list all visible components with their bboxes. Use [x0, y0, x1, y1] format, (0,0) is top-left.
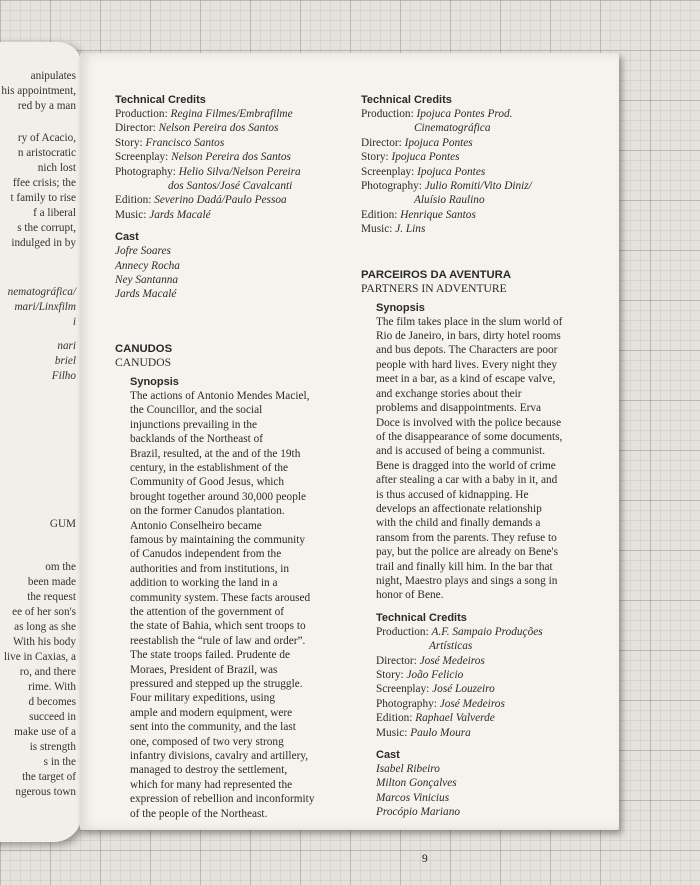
left-page-text-fragment: is strength: [29, 741, 76, 753]
synopsis-line: sent into the community, and the last: [130, 721, 296, 734]
credit-label: Photography:: [115, 165, 179, 178]
left-page-text-fragment: GUM: [49, 518, 76, 530]
technical-credits-heading: Technical Credits: [115, 94, 206, 106]
credit-label: Screenplay:: [115, 151, 172, 164]
left-page-text-fragment: rime. With: [28, 681, 76, 693]
left-page-text-fragment: Filho: [51, 370, 76, 382]
synopsis-line: which for many had represented the: [130, 778, 293, 791]
left-page-text-fragment: f a liberal: [33, 207, 76, 219]
credit-value: José Medeiros: [439, 697, 505, 710]
left-page-text-fragment: ro, and there: [19, 666, 76, 678]
cast-member: Annecy Rocha: [115, 259, 180, 272]
left-page-text-fragment: nich lost: [37, 162, 76, 174]
cast-member: Ney Santanna: [115, 274, 179, 287]
credits-list: [115, 107, 340, 222]
synopsis-line: pay, but the police are already on Bene's: [376, 546, 558, 559]
synopsis-line: The state troops failed. Prudente de: [130, 649, 290, 662]
credit-value: Nelson Pereira dos Santos: [158, 122, 279, 135]
synopsis-line: develops an affectionate relationship: [376, 502, 542, 515]
synopsis-line: people with hard lives. Every night they: [376, 358, 558, 371]
synopsis-line: brought together around 30,000 people: [130, 490, 307, 503]
synopsis-line: after stealing a car with a baby in it, and: [376, 474, 558, 487]
credit-value: Helio Silva/Nelson Pereira: [178, 165, 301, 178]
cast-heading: Cast: [115, 231, 139, 244]
credit-value: Paulo Moura: [410, 726, 471, 739]
credit-line: [361, 107, 606, 121]
synopsis-line: managed to destroy the settlement,: [130, 764, 288, 777]
synopsis-line: authorities and from institutions, in: [130, 562, 290, 575]
main-page: [80, 53, 619, 865]
synopsis-line: honor of Bene.: [376, 589, 444, 602]
synopsis-line: of the disappearance of some documents,: [376, 430, 563, 443]
synopsis-line: famous by maintaining the community: [130, 533, 306, 546]
cast-member: Marcos Vinicius: [376, 791, 450, 804]
synopsis-line: night, Maestro plays and sings a song in: [376, 574, 558, 587]
synopsis-line: Bene is dragged into the world of crime: [376, 459, 556, 472]
left-page-text-fragment: i: [72, 316, 76, 328]
cast-member: Jofre Soares: [115, 245, 171, 258]
credit-line: [115, 193, 340, 207]
synopsis-line: backlands of the Northeast of: [130, 433, 264, 446]
film-title: CANUDOS: [115, 342, 173, 355]
left-page-text-fragment: nematográfica/: [7, 286, 76, 298]
credit-value: Francisco Santos: [145, 136, 225, 149]
credit-label: Production:: [115, 108, 171, 120]
credit-label: Music:: [361, 223, 396, 236]
synopsis-line: the Councillor, and the social: [130, 404, 263, 417]
left-page: [0, 42, 82, 842]
left-page-text-fragment: ngerous town: [15, 786, 76, 798]
synopsis-line: trail and finally kill him. In the bar that: [376, 560, 553, 573]
credit-value: Regina Filmes/Embrafilme: [170, 108, 293, 120]
credit-line: [115, 136, 340, 150]
left-page-text-fragment: succeed in: [29, 711, 76, 723]
cast-member: Isabel Ribeiro: [376, 763, 440, 776]
credit-label: Screenplay:: [376, 683, 433, 696]
synopsis-line: reestablish the “rule of law and order”.: [130, 634, 306, 647]
left-page-text-fragment: make use of a: [14, 726, 76, 738]
cast-member: Jards Macalé: [115, 288, 177, 301]
left-page-text-fragment: anipulates: [30, 70, 76, 82]
synopsis-line: problems and disappointments. Erva: [376, 402, 542, 415]
left-page-text-fragment: been made: [27, 576, 76, 588]
credit-value-continued: Aluísio Raulino: [414, 194, 485, 207]
credit-label: Edition:: [376, 712, 416, 725]
synopsis-line: community system. These facts aroused: [130, 591, 311, 604]
credit-line: [376, 668, 606, 682]
credit-value: Jards Macalé: [149, 208, 211, 221]
credit-value: A.F. Sampaio Produções: [431, 625, 543, 638]
credit-line: [376, 726, 606, 740]
credit-label: Edition:: [115, 194, 155, 207]
synopsis-line: of the people of the Northeast.: [130, 807, 268, 820]
credit-value: José Medeiros: [419, 654, 485, 667]
credit-label: Director:: [376, 654, 420, 667]
technical-credits-heading: Technical Credits: [376, 611, 467, 624]
credit-label: Director:: [115, 122, 159, 135]
cast-list: [376, 762, 606, 820]
credit-value: Raphael Valverde: [415, 712, 495, 725]
synopsis-line: ample and modern equipment, were: [130, 706, 293, 719]
credit-value: José Louzeiro: [432, 683, 495, 696]
credit-line: [115, 165, 340, 179]
credit-line: [115, 208, 340, 222]
synopsis-line: addition to working the land in a: [130, 577, 278, 590]
left-page-text-fragment: With his body: [13, 636, 76, 648]
synopsis-line: on the former Canudos plantation.: [130, 505, 285, 518]
credit-value-continued: Cinematográfica: [414, 122, 491, 135]
synopsis-line: and exchange stories about their: [376, 387, 522, 400]
credit-value-continued: Artísticas: [429, 640, 473, 653]
synopsis-line: is thus accused of kidnapping. He: [376, 488, 529, 501]
left-page-text-fragment: as long as she: [14, 621, 76, 633]
cast-member: Milton Gonçalves: [376, 777, 457, 790]
synopsis-line: with the child and finally demands a: [376, 517, 541, 530]
credit-value: Henrique Santos: [400, 208, 476, 221]
left-page-text-fragment: briel: [54, 355, 76, 367]
left-page-text-fragment: ry of Acacio,: [17, 132, 76, 144]
synopsis-line: Doce is involved with the police because: [376, 416, 562, 429]
credit-label: Story:: [376, 669, 407, 681]
credit-value: J. Lins: [395, 223, 426, 236]
film-subtitle: PARTNERS IN ADVENTURE: [361, 281, 507, 295]
left-page-text-fragment: mari/Linxfilm: [14, 301, 76, 313]
synopsis-line: century, in the establishment of the: [130, 461, 289, 474]
credit-label: Photography:: [376, 697, 440, 710]
synopsis-line: Community of Good Jesus, which: [130, 476, 285, 489]
synopsis-line: The film takes place in the slum world of: [376, 315, 563, 328]
left-page-text-fragment: s the corrupt,: [17, 222, 76, 234]
credit-line: [376, 711, 606, 725]
credit-value: João Felicio: [406, 669, 464, 681]
left-page-text-fragment: ffee crisis; the: [12, 177, 76, 189]
cast-list: [115, 244, 340, 302]
technical-credits-heading: Technical Credits: [361, 94, 452, 106]
synopsis-line: one, composed of two very strong: [130, 735, 284, 748]
credit-line: [376, 697, 606, 711]
synopsis-line: injunctions prevailing in the: [130, 418, 258, 431]
synopsis-block: [130, 375, 340, 821]
left-page-text-fragment: om the: [45, 561, 76, 573]
left-page-text-fragment: the request: [27, 591, 76, 603]
left-page-text-fragment: s in the: [43, 756, 76, 768]
credits-list: [361, 107, 606, 237]
synopsis-line: meet in a bar, as a kind of escape valve,: [376, 373, 556, 386]
synopsis-heading: Synopsis: [376, 301, 425, 314]
credit-label: Story:: [361, 151, 392, 164]
credit-line: [115, 150, 340, 164]
left-page-text-fragment: nari: [57, 340, 76, 352]
credit-line: [361, 150, 606, 164]
credit-label: Photography:: [361, 180, 425, 193]
credits-list: [376, 625, 606, 740]
credit-line: [376, 682, 606, 696]
credit-value: Nelson Pereira dos Santos: [171, 151, 291, 164]
left-page-text-fragment: his appointment,: [1, 85, 76, 97]
left-page-text-fragment: t family to rise: [10, 192, 76, 204]
credit-label: Story:: [115, 136, 146, 149]
left-page-text-fragment: ee of her son's: [12, 606, 76, 618]
cast-member: Procópio Mariano: [376, 806, 460, 819]
synopsis-line: and bus depots. The Characters are poor: [376, 344, 558, 357]
left-page-text-fragment: live in Caxias, a: [3, 651, 76, 663]
film-title: PARCEIROS DA AVENTURA: [361, 268, 512, 281]
credit-line: [115, 121, 340, 135]
credit-line: [361, 222, 606, 236]
left-page-text-fragment: red by a man: [17, 100, 76, 112]
credit-label: Screenplay:: [361, 165, 418, 178]
credit-line: [361, 208, 606, 222]
credit-value-continued: dos Santos/José Cavalcanti: [168, 180, 293, 193]
column-left: [115, 93, 340, 821]
synopsis-line: The actions of Antonio Mendes Maciel,: [130, 389, 310, 402]
synopsis-line: the attention of the government of: [130, 605, 285, 618]
credit-line: [115, 107, 340, 121]
film-subtitle: CANUDOS: [115, 355, 172, 369]
credit-value: Julio Romiti/Vito Diniz/: [424, 180, 532, 193]
credit-line: [361, 136, 606, 150]
synopsis-line: ransom from the parents. They refuse to: [376, 531, 557, 544]
credit-line: [361, 179, 606, 193]
credit-label: Director:: [361, 136, 405, 149]
synopsis-line: infantry divisions, cavalry and artillery,: [130, 750, 309, 763]
credit-label: Production:: [376, 625, 432, 638]
synopsis-line: Antonio Conselheiro became: [130, 519, 262, 532]
synopsis-line: Rio de Janeiro, in bars, dirty hotel rooms: [376, 330, 561, 343]
page-number: 9: [422, 853, 428, 865]
credit-line: [361, 165, 606, 179]
synopsis-line: expression of rebellion and inconformity: [130, 793, 315, 806]
synopsis-line: Four military expeditions, using: [130, 692, 275, 705]
synopsis-line: and is accused of being a communist.: [376, 445, 546, 458]
credit-label: Music:: [376, 726, 411, 739]
synopsis-line: the state of Bahia, which sent troops to: [130, 620, 306, 633]
synopsis-line: Brazil, resulted, at the and of the 19th: [130, 447, 301, 460]
left-page-text-fragment: indulged in by: [11, 237, 76, 249]
synopsis-text: [376, 315, 606, 603]
synopsis-heading: Synopsis: [130, 375, 179, 388]
credit-value: Severino Dadá/Paulo Pessoa: [154, 194, 287, 207]
left-page-text-fragment: the target of: [22, 771, 76, 783]
credit-line: [376, 654, 606, 668]
credit-label: Edition:: [361, 208, 401, 221]
credit-label: Music:: [115, 208, 150, 221]
credit-value: Ipojuca Pontes Prod.: [416, 108, 513, 120]
synopsis-text: [130, 389, 340, 821]
synopsis-line: Moraes, President of Brazil, was: [130, 663, 278, 676]
credit-value: Ipojuca Pontes: [391, 151, 460, 164]
synopsis-block: [376, 301, 606, 820]
credit-value: Ipojuca Pontes: [404, 136, 473, 149]
synopsis-line: of Canudos independent from the: [130, 548, 282, 561]
credit-value: Ipojuca Pontes: [417, 165, 486, 178]
credit-line: [376, 625, 606, 639]
column-right: [361, 93, 606, 820]
credit-label: Production:: [361, 108, 417, 120]
left-page-text-fragment: n aristocratic: [17, 147, 76, 159]
cast-heading: Cast: [376, 749, 400, 762]
left-page-text-fragment: d becomes: [28, 696, 76, 708]
synopsis-line: pressured and stepped up the struggle.: [130, 678, 303, 690]
